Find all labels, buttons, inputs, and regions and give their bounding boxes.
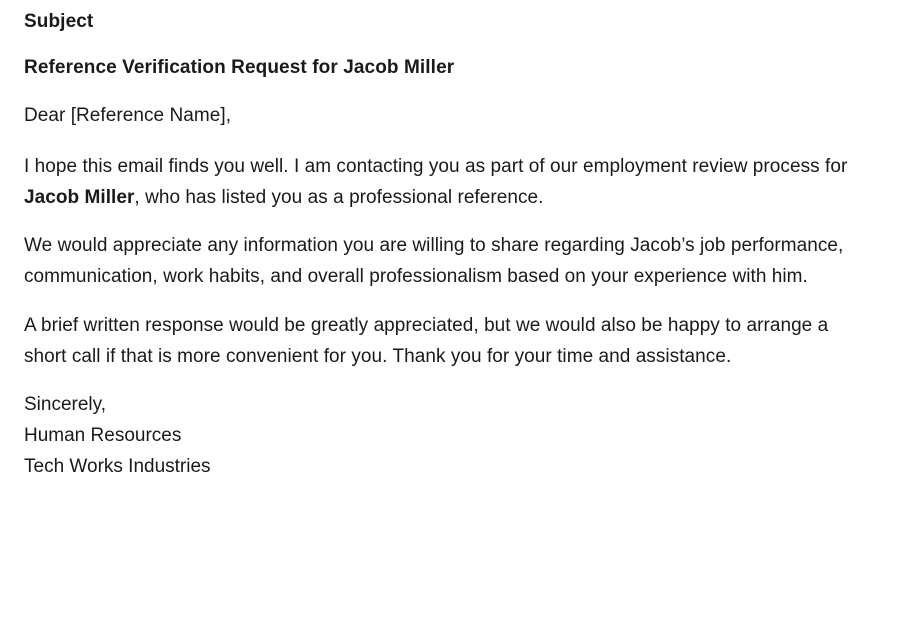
- subject-title: Reference Verification Request for Jacob Miller: [24, 56, 455, 78]
- salutation: Dear [Reference Name],: [24, 105, 232, 127]
- subject-label: Subject: [24, 11, 94, 32]
- signature-closing: Sincerely,: [24, 394, 107, 416]
- paragraph-intro-part-2: , who has listed you as a professional reference.: [134, 186, 544, 208]
- signature-block: [24, 390, 860, 482]
- candidate-name: Jacob Miller: [24, 186, 135, 208]
- paragraph-intro-part-1: I hope this email finds you well. I am contacting you as part of our employment review process for: [24, 155, 848, 177]
- signature-company: Tech Works Industries: [24, 455, 211, 477]
- paragraph-intro: [24, 152, 860, 214]
- paragraph-request: We would appreciate any information you are willing to share regarding Jacob’s job performance, communication, work habits, and overall professionalism based on your experience with him.: [24, 235, 844, 288]
- signature-department: Human Resources: [24, 425, 182, 447]
- paragraph-response-options: A brief written response would be greatly appreciated, but we would also be happy to arrange a short call if that is more convenient for you. Thank you for your time and assistance.: [24, 314, 829, 367]
